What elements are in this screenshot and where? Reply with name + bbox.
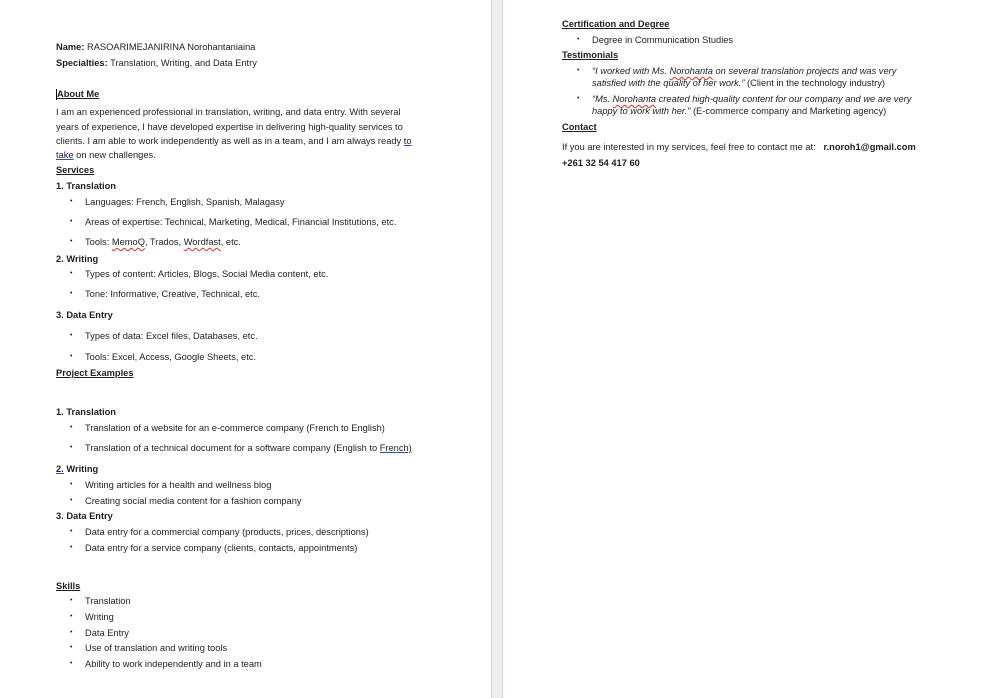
page-separator xyxy=(491,0,503,698)
project-writing-title xyxy=(56,463,98,476)
project-translation-technical xyxy=(70,442,412,455)
tools-label: Tools: xyxy=(85,237,112,247)
services-heading: Services xyxy=(56,165,95,175)
testimonial-2-line-1 xyxy=(577,93,911,106)
about-line-1: I am an experienced professional in translation, writing, and data entry. With several xyxy=(56,107,401,117)
spellcheck-word-norohanta[interactable]: Norohanta xyxy=(612,94,657,104)
skill-item: • Writing xyxy=(70,611,114,624)
about-line-3-text: clients. I am able to work independently as well as in a team, and I am always ready xyxy=(56,136,404,146)
contact-phone: +261 32 54 417 60 xyxy=(562,158,640,168)
name-value: RASOARIMEJANIRINA Norohantaniaina xyxy=(87,42,256,52)
contact-text: If you are interested in my services, feel free to contact me at: xyxy=(562,142,816,152)
about-line-3-marked: to xyxy=(403,136,412,146)
testimonial-1-line-2 xyxy=(592,77,885,90)
skill-item: • Translation xyxy=(70,595,131,608)
project-writing-blog: • Writing articles for a health and wellness blog xyxy=(70,479,271,492)
about-line-4-marked: take xyxy=(56,150,74,160)
service-translation-title: 1. Translation xyxy=(56,181,116,191)
spellcheck-word-wordfast[interactable]: Wordfast xyxy=(183,237,221,247)
service-data-entry-tools: • Tools: Excel, Access, Google Sheets, etc. xyxy=(70,351,256,364)
testimonial-1-quote-start: “I worked with Ms. xyxy=(592,66,670,76)
testimonial-2-quote-end: happy to work with her.” xyxy=(592,106,691,116)
testimonial-2-quote-rest: created high-quality content for our company and we are very xyxy=(656,94,912,104)
project-writing-social: • Creating social media content for a fashion company xyxy=(70,495,302,508)
service-writing-title: 2. Writing xyxy=(56,254,99,264)
about-line-2: years of experience, I have developed expertise in delivering high-quality services to xyxy=(56,122,403,132)
project-writing-number: 2. xyxy=(56,464,64,474)
service-data-entry-title: 3. Data Entry xyxy=(56,310,113,320)
certification-degree: • Degree in Communication Studies xyxy=(577,34,733,47)
skill-item: • Ability to work independently and in a team xyxy=(70,658,262,671)
service-translation-areas: • Areas of expertise: Technical, Marketing, Medical, Financial Institutions, etc. xyxy=(70,216,396,229)
project-writing-label: Writing xyxy=(63,464,99,474)
about-line-3 xyxy=(56,135,412,148)
testimonial-2-quote-start: “Ms. xyxy=(592,94,613,104)
testimonial-2-line-2 xyxy=(592,105,886,118)
skills-heading: Skills xyxy=(56,581,81,591)
specialties-label: Specialties: xyxy=(56,58,108,68)
skill-item: • Data Entry xyxy=(70,627,129,640)
service-writing-types: • Types of content: Articles, Blogs, Social Media content, etc. xyxy=(70,268,328,281)
project-translation-technical-text: Translation of a technical document for a software company (English to xyxy=(85,443,380,453)
contact-email: r.noroh1@gmail.com xyxy=(823,142,916,152)
projects-heading: Project Examples xyxy=(56,368,134,378)
project-data-entry-service: • Data entry for a service company (clients, contacts, appointments) xyxy=(70,542,357,555)
service-data-entry-types: • Types of data: Excel files, Databases, etc. xyxy=(70,330,258,343)
service-writing-tone: • Tone: Informative, Creative, Technical, etc. xyxy=(70,288,260,301)
project-translation-technical-marked: French) xyxy=(379,443,412,453)
project-translation-title: 1. Translation xyxy=(56,407,116,417)
testimonials-heading: Testimonials xyxy=(562,50,619,60)
contact-heading: Contact xyxy=(562,122,597,132)
skill-item: • Use of translation and writing tools xyxy=(70,642,227,655)
name-line xyxy=(56,41,255,54)
project-translation-website: • Translation of a website for an e-commerce company (French to English) xyxy=(70,422,385,435)
contact-line xyxy=(562,141,916,154)
spellcheck-word-norohanta[interactable]: Norohanta xyxy=(669,66,713,76)
testimonial-1-quote-end: satisfied with the quality of her work.” xyxy=(592,78,745,88)
about-line-4 xyxy=(56,149,156,162)
testimonial-1-source: (Client in the technology industry) xyxy=(744,78,885,88)
specialties-value: Translation, Writing, and Data Entry xyxy=(110,58,257,68)
document-page-right[interactable] xyxy=(503,0,997,698)
service-translation-tools xyxy=(70,236,241,249)
about-line-4-text: on new challenges. xyxy=(73,150,156,160)
tools-etc: , etc. xyxy=(220,237,241,247)
project-data-entry-commercial: • Data entry for a commercial company (products, prices, descriptions) xyxy=(70,526,369,539)
specialties-line xyxy=(56,57,257,70)
spellcheck-word-memoq[interactable]: MemoQ xyxy=(111,237,145,247)
service-translation-languages: • Languages: French, English, Spanish, Malagasy xyxy=(70,196,285,209)
testimonial-1-quote-rest: on several translation projects and was very xyxy=(712,66,897,76)
name-label: Name: xyxy=(56,42,85,52)
certification-heading: Certification and Degree xyxy=(562,19,670,29)
testimonial-1-line-1 xyxy=(577,65,896,78)
about-heading: About Me xyxy=(57,89,100,99)
project-data-entry-title: 3. Data Entry xyxy=(56,511,113,521)
document-page-left[interactable] xyxy=(0,0,491,698)
tools-trados: , Trados, xyxy=(144,237,184,247)
testimonial-2-source: (E-commerce company and Marketing agency) xyxy=(690,106,887,116)
